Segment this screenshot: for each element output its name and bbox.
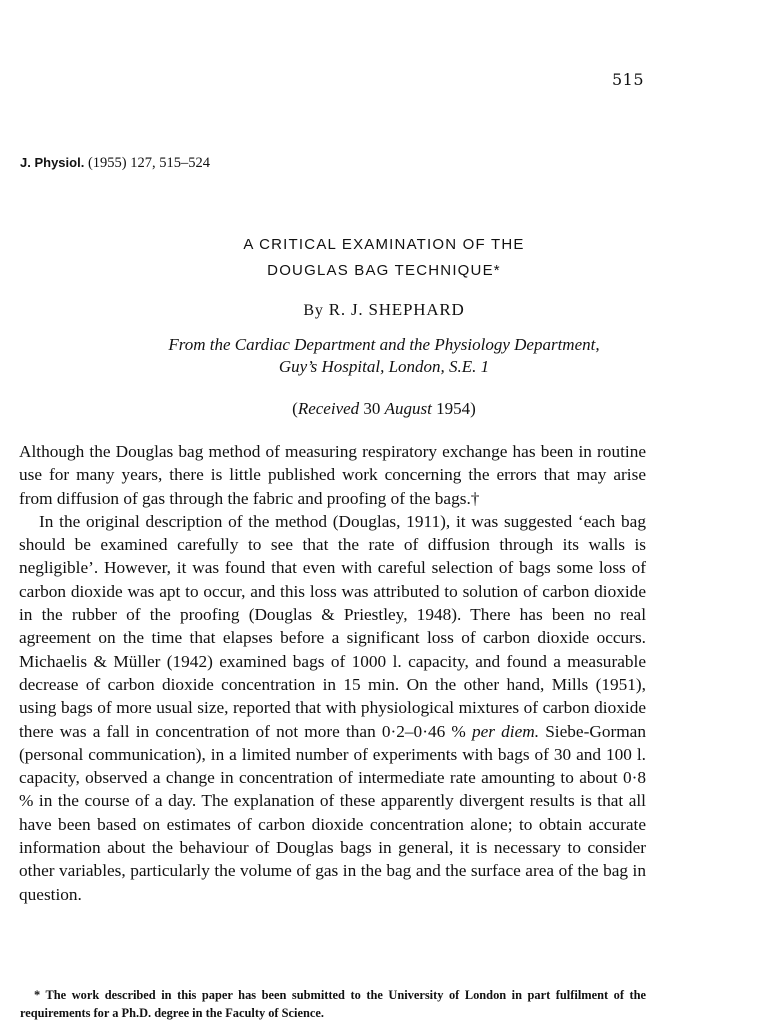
footnote-text: * The work described in this paper has been submitted to the University of London in part fulfilment of the requirements for a Ph.D. degree in the Faculty of Science. [20,988,646,1020]
article-title [0,232,768,284]
received-month: August [384,399,432,418]
author-by: By [303,302,324,319]
journal-name: J. Physiol. [20,155,85,170]
author-line [0,300,768,320]
paragraph-1: Although the Douglas bag method of measuring respiratory exchange has been in routine use for many years, there is little published work concerning the errors that may arise from diffusion of gas through the fabric and proofing of the bags.† [19,442,646,508]
received-open: ( [292,399,298,418]
title-line-2: DOUGLAS BAG TECHNIQUE* [267,262,501,279]
affiliation-line-2: Guy’s Hospital, London, S.E. 1 [278,357,490,376]
article-body [19,440,646,906]
received-date [0,399,768,419]
affiliation [0,334,768,378]
citation-details: (1955) 127, 515–524 [87,155,210,171]
footnote [20,986,646,1022]
author-name: R. J. SHEPHARD [328,300,465,319]
received-day: 30 [359,399,385,418]
title-line-1: A CRITICAL EXAMINATION OF THE [243,236,525,253]
paragraph-2 [19,510,646,906]
received-word: Received [297,399,360,418]
journal-citation [20,155,210,172]
paragraph-2-italic: per diem. [471,721,540,741]
paragraph-2-part-1: In the original description of the method (Douglas, 1911), it was suggested ‘each bag should be examined carefully to see that the rate of diffusion through its walls is negligible’. However, it was found that even with careful selection of bags some loss of carbon dioxide was apt to occur, and this loss was attributed to solution of carbon dioxide in the rubber of the proofing (Douglas & Priestley, 1948). There has been no real agreement on the time that elapses before a significant loss of carbon dioxide occurs. Michaelis & Müller (1942) examined bags of 1000 l. capacity, and found a measurable decrease of carbon dioxide concentration in 15 min. On the other hand, Mills (1951), using bags of more usual size, reported that with physiological mixtures of carbon dioxide there was a fall in concentration of not more than 0·2–0·46 % [19,511,646,741]
received-year: 1954) [431,399,476,418]
page-number: 515 [611,70,644,89]
paragraph-2-part-2: Siebe-Gorman (personal communication), in a limited number of experiments with bags of 30 and 100 l. capacity, observed a change in concentration of intermediate rate amounting to about 0·8 % in the course of a day. The explanation of these apparently divergent results is that all have been based on estimates of carbon dioxide concentration alone; to obtain accurate information about the behaviour of Douglas bags in general, it is necessary to consider other variables, particularly the volume of gas in the bag and the surface area of the bag in question. [19,721,646,904]
affiliation-line-1: From the Cardiac Department and the Physiology Department, [168,335,600,354]
